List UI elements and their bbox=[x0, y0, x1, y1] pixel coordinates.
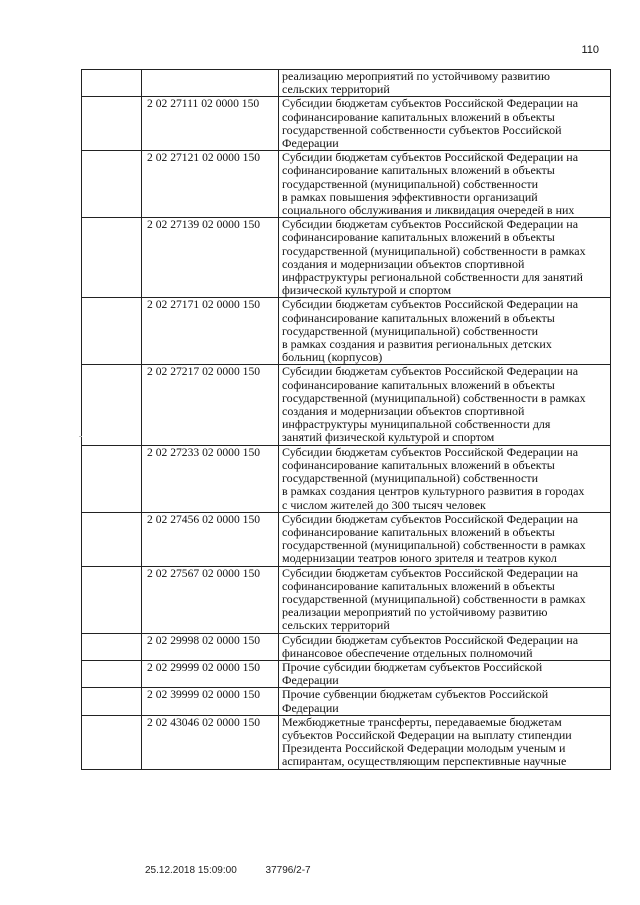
description-line: софинансирование капитальных вложений в объекты bbox=[282, 377, 555, 392]
description-line: сельских территорий bbox=[282, 82, 390, 97]
description-line: софинансирование капитальных вложений в объекты bbox=[282, 109, 555, 124]
description-line: Субсидии бюджетам субъектов Российской Федерации на bbox=[282, 96, 579, 111]
scan-artifact bbox=[79, 436, 82, 437]
revenue-code-cell: 2 02 29998 02 0000 150 bbox=[142, 633, 279, 660]
footer-doc-id: 37796/2-7 bbox=[265, 865, 311, 876]
revenue-description-cell bbox=[279, 218, 611, 298]
description-line: финансовое обеспечение отдельных полномочий bbox=[282, 645, 533, 660]
description-line: Прочие субсидии бюджетам субъектов Российской bbox=[282, 659, 543, 674]
table-row bbox=[82, 566, 611, 633]
description-line: инфраструктуры региональной собственности для занятий bbox=[282, 270, 583, 285]
table-row bbox=[82, 97, 611, 151]
description-line: государственной (муниципальной) собственности в рамках bbox=[282, 390, 586, 405]
revenue-code-cell: 2 02 29999 02 0000 150 bbox=[142, 660, 279, 687]
page-number: 110 bbox=[581, 44, 599, 56]
description-line: модернизации театров юного зрителя и театров кукол bbox=[282, 551, 557, 566]
revenue-description-cell bbox=[279, 566, 611, 633]
row-blank-cell bbox=[82, 298, 142, 365]
footer bbox=[145, 865, 337, 876]
description-line: создания и модернизации объектов спортивной bbox=[282, 256, 525, 271]
revenue-code-cell: 2 02 27217 02 0000 150 bbox=[142, 365, 279, 445]
revenue-description-cell bbox=[279, 633, 611, 660]
table-row bbox=[82, 70, 611, 97]
description-line: реализации мероприятий по устойчивому развитию bbox=[282, 605, 548, 620]
revenue-code-cell: 2 02 27111 02 0000 150 bbox=[142, 97, 279, 151]
row-blank-cell bbox=[82, 566, 142, 633]
revenue-code-cell: 2 02 27567 02 0000 150 bbox=[142, 566, 279, 633]
footer-timestamp: 25.12.2018 15:09:00 bbox=[145, 865, 237, 876]
revenue-code-cell: 2 02 27121 02 0000 150 bbox=[142, 151, 279, 218]
table-row bbox=[82, 715, 611, 769]
table-row bbox=[82, 151, 611, 218]
revenue-description-cell bbox=[279, 445, 611, 512]
revenue-description-cell bbox=[279, 151, 611, 218]
revenue-code-cell: 2 02 27171 02 0000 150 bbox=[142, 298, 279, 365]
description-line: Субсидии бюджетам субъектов Российской Федерации на bbox=[282, 632, 579, 647]
description-line: субъектов Российской Федерации на выплату стипендии bbox=[282, 727, 572, 742]
description-line: Субсидии бюджетам субъектов Российской Федерации на bbox=[282, 511, 579, 526]
row-blank-cell bbox=[82, 151, 142, 218]
row-blank-cell bbox=[82, 97, 142, 151]
description-line: государственной (муниципальной) собственности в рамках bbox=[282, 243, 586, 258]
description-line: в рамках создания центров культурного развития в городах bbox=[282, 484, 585, 499]
table-row bbox=[82, 660, 611, 687]
description-line: Субсидии бюджетам субъектов Российской Федерации на bbox=[282, 150, 579, 165]
description-line: государственной (муниципальной) собственности в рамках bbox=[282, 591, 586, 606]
revenue-description-cell bbox=[279, 298, 611, 365]
description-line: Президента Российской Федерации молодым ученым и bbox=[282, 741, 566, 756]
revenue-code-cell: 2 02 27139 02 0000 150 bbox=[142, 218, 279, 298]
description-line: социального обслуживания и ликвидация очередей в них bbox=[282, 203, 575, 218]
description-line: аспирантам, осуществляющим перспективные научные bbox=[282, 754, 567, 769]
row-blank-cell bbox=[82, 70, 142, 97]
description-line: софинансирование капитальных вложений в объекты bbox=[282, 578, 555, 593]
description-line: создания и модернизации объектов спортивной bbox=[282, 404, 525, 419]
description-line: в рамках создания и развития региональных детских bbox=[282, 337, 552, 352]
description-line: Субсидии бюджетам субъектов Российской Федерации на bbox=[282, 565, 579, 580]
revenue-description-cell bbox=[279, 70, 611, 97]
revenue-description-cell bbox=[279, 688, 611, 715]
budget-revenue-table bbox=[81, 69, 611, 770]
table-row bbox=[82, 512, 611, 566]
description-line: в рамках повышения эффективности организаций bbox=[282, 189, 538, 204]
row-blank-cell bbox=[82, 218, 142, 298]
description-line: Федерации bbox=[282, 700, 339, 715]
description-line: больниц (корпусов) bbox=[282, 350, 383, 365]
revenue-description-cell bbox=[279, 660, 611, 687]
description-line: государственной (муниципальной) собственности bbox=[282, 176, 539, 191]
description-line: Прочие субвенции бюджетам субъектов Российской bbox=[282, 687, 549, 702]
description-line: занятий физической культурой и спортом bbox=[282, 430, 495, 445]
row-blank-cell bbox=[82, 688, 142, 715]
revenue-code-cell: 2 02 27456 02 0000 150 bbox=[142, 512, 279, 566]
table-body bbox=[82, 70, 611, 770]
description-line: Субсидии бюджетам субъектов Российской Федерации на bbox=[282, 444, 579, 459]
row-blank-cell bbox=[82, 365, 142, 445]
revenue-code-cell: 2 02 39999 02 0000 150 bbox=[142, 688, 279, 715]
table-row bbox=[82, 298, 611, 365]
description-line: софинансирование капитальных вложений в объекты bbox=[282, 310, 555, 325]
revenue-code-cell bbox=[142, 70, 279, 97]
table-row bbox=[82, 445, 611, 512]
revenue-description-cell bbox=[279, 365, 611, 445]
description-line: реализацию мероприятий по устойчивому развитию bbox=[282, 69, 551, 83]
description-line: Федерации bbox=[282, 136, 339, 151]
row-blank-cell bbox=[82, 715, 142, 769]
description-line: государственной (муниципальной) собственности bbox=[282, 323, 539, 338]
description-line: Субсидии бюджетам субъектов Российской Федерации на bbox=[282, 364, 579, 379]
description-line: софинансирование капитальных вложений в объекты bbox=[282, 524, 555, 539]
description-line: Межбюджетные трансферты, передаваемые бюджетам bbox=[282, 714, 562, 729]
description-line: Субсидии бюджетам субъектов Российской Федерации на bbox=[282, 217, 579, 232]
row-blank-cell bbox=[82, 512, 142, 566]
revenue-description-cell bbox=[279, 512, 611, 566]
description-line: Субсидии бюджетам субъектов Российской Федерации на bbox=[282, 297, 579, 312]
description-line: с числом жителей до 300 тысяч человек bbox=[282, 497, 486, 512]
description-line: Федерации bbox=[282, 673, 339, 688]
table-row bbox=[82, 688, 611, 715]
description-line: сельских территорий bbox=[282, 618, 390, 633]
table-row bbox=[82, 365, 611, 445]
description-line: софинансирование капитальных вложений в объекты bbox=[282, 457, 555, 472]
description-line: физической культурой и спортом bbox=[282, 283, 452, 298]
revenue-description-cell bbox=[279, 715, 611, 769]
table-row bbox=[82, 218, 611, 298]
description-line: государственной собственности субъектов Российской bbox=[282, 122, 562, 137]
revenue-description-cell bbox=[279, 97, 611, 151]
table-row bbox=[82, 633, 611, 660]
description-line: государственной (муниципальной) собственности в рамках bbox=[282, 538, 586, 553]
row-blank-cell bbox=[82, 660, 142, 687]
revenue-code-cell: 2 02 27233 02 0000 150 bbox=[142, 445, 279, 512]
row-blank-cell bbox=[82, 445, 142, 512]
description-line: государственной (муниципальной) собственности bbox=[282, 471, 539, 486]
revenue-code-cell: 2 02 43046 02 0000 150 bbox=[142, 715, 279, 769]
description-line: софинансирование капитальных вложений в объекты bbox=[282, 230, 555, 245]
description-line: софинансирование капитальных вложений в объекты bbox=[282, 163, 555, 178]
row-blank-cell bbox=[82, 633, 142, 660]
description-line: инфраструктуры муниципальной собственности для bbox=[282, 417, 551, 432]
